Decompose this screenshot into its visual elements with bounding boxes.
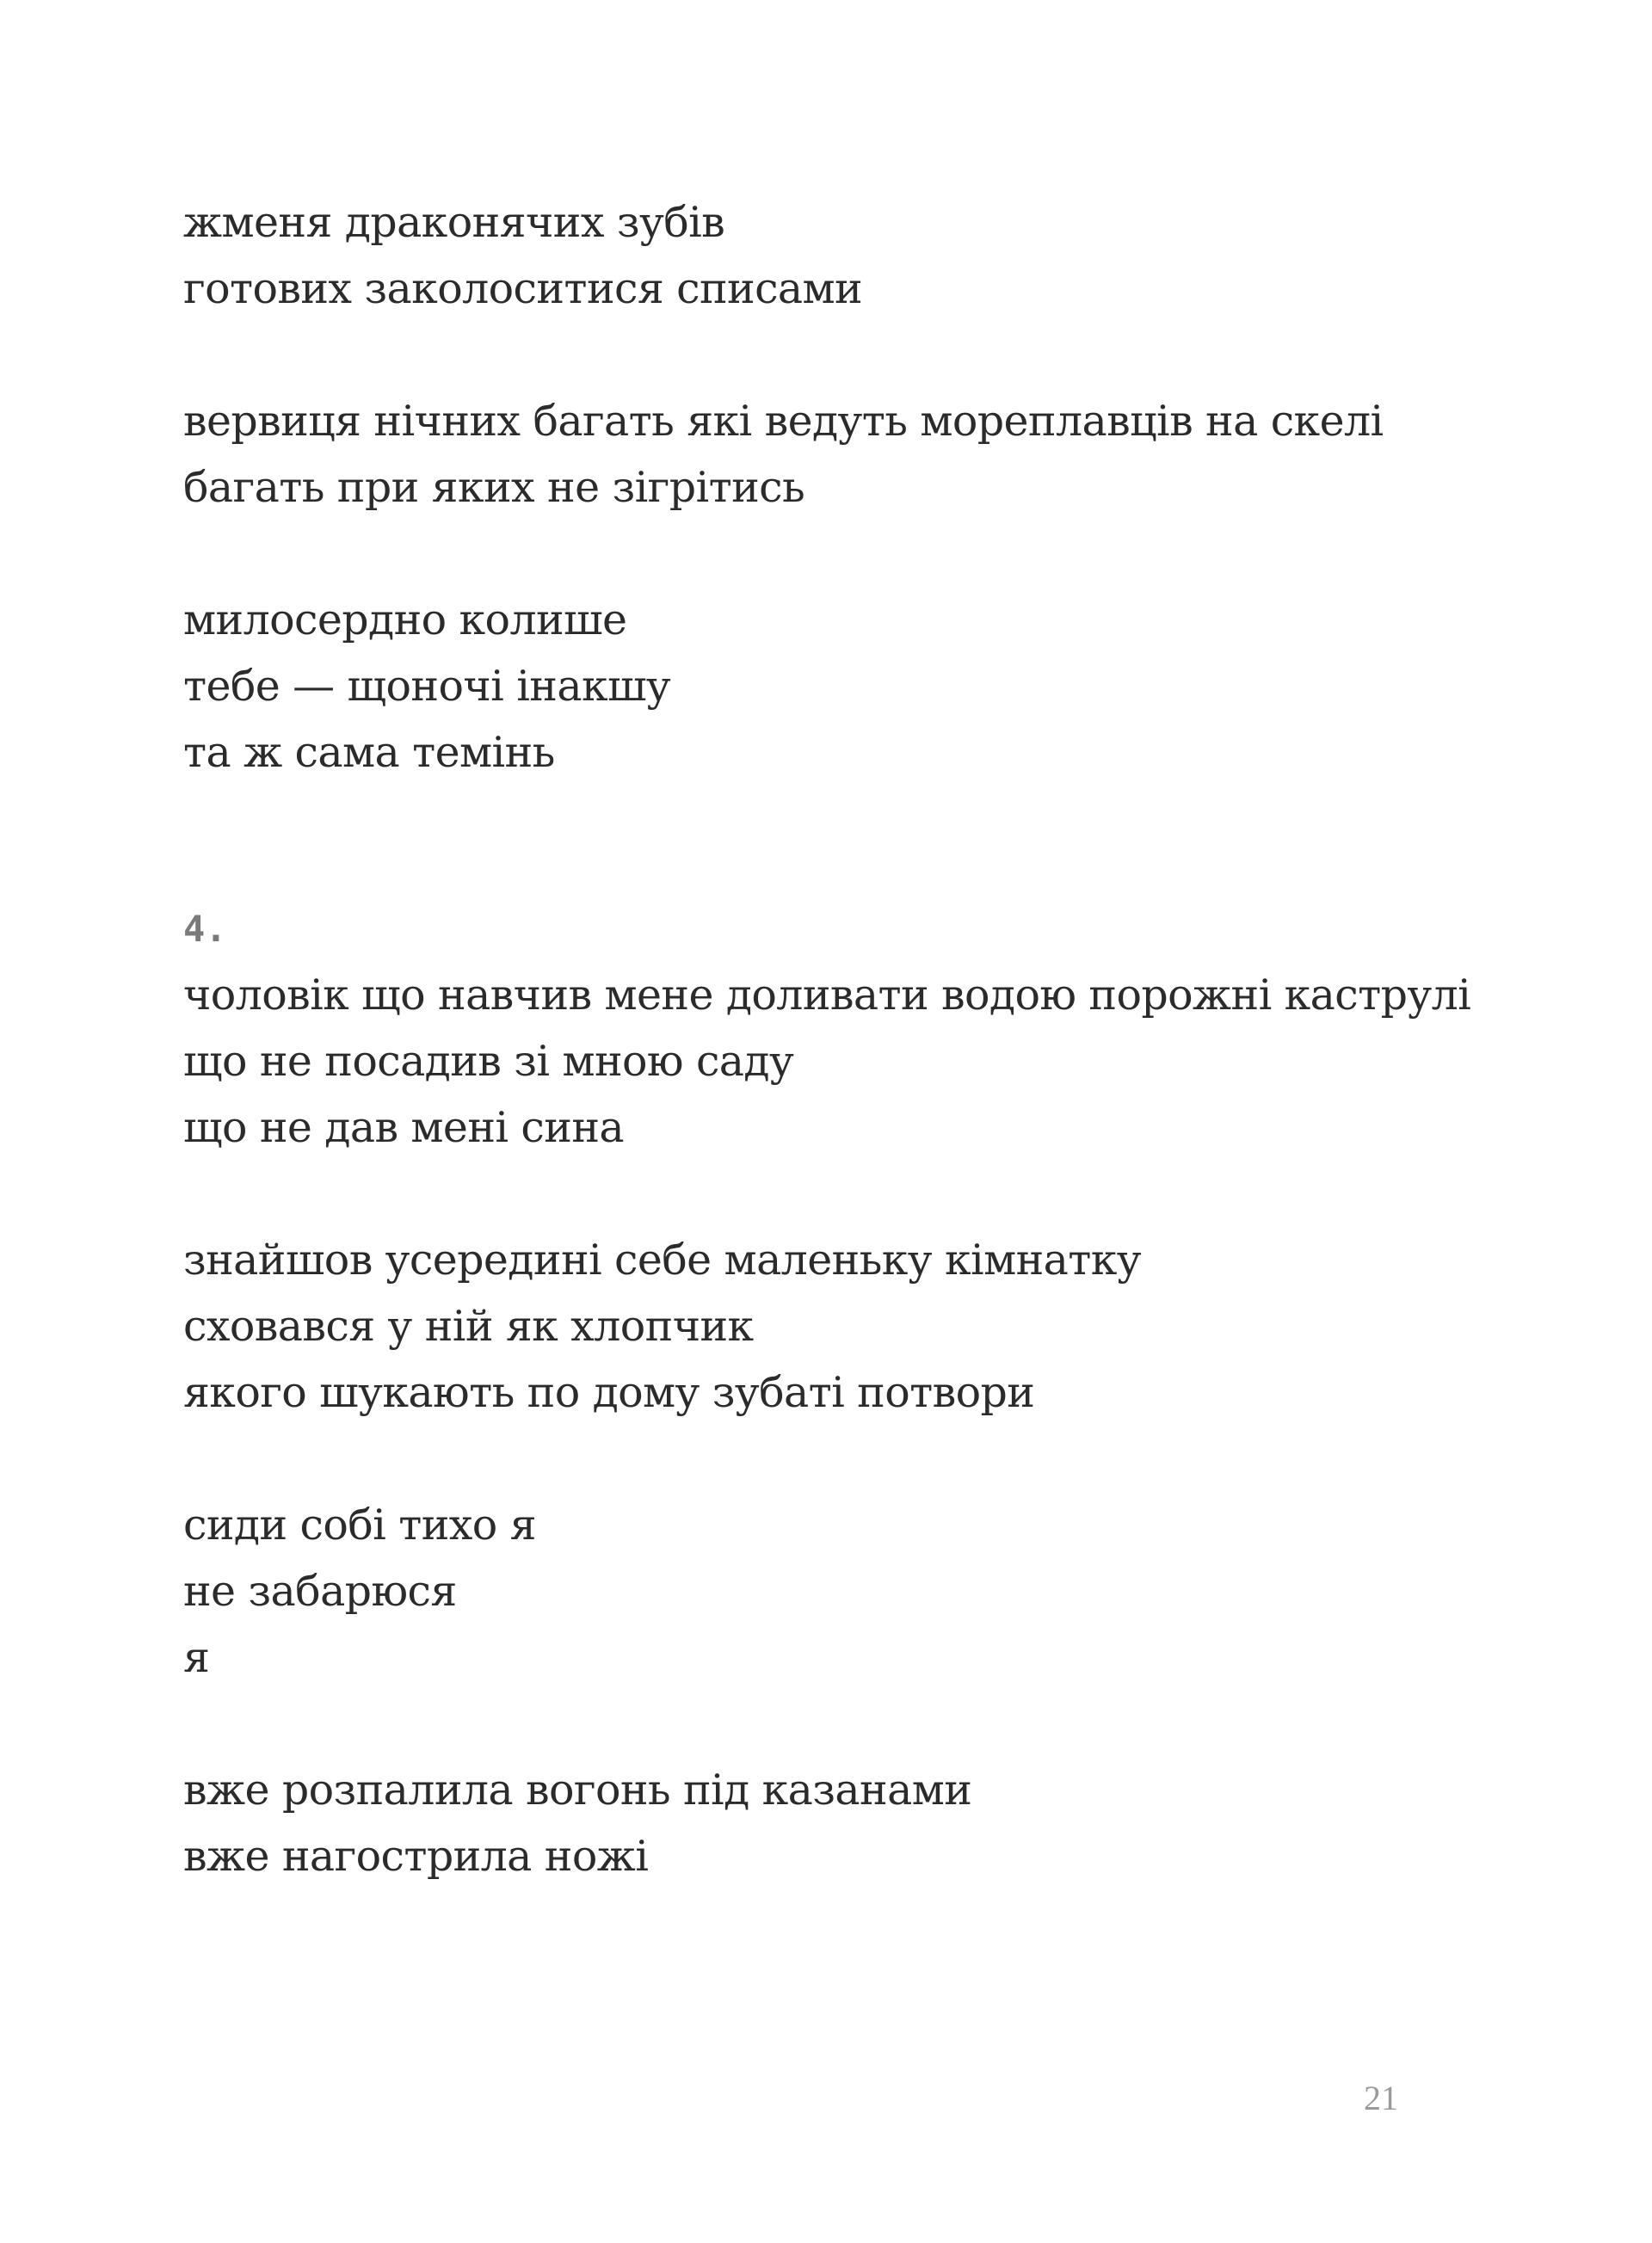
poem-line: вервиця нічних багать які ведуть мореплавців на скелі	[183, 397, 1384, 446]
poem-line: я	[183, 1633, 210, 1682]
poem-line: тебе — щоночі інакшу	[183, 662, 671, 711]
poem-line: не забарюся	[183, 1567, 457, 1616]
poem-line: сиди собі тихо я	[183, 1500, 536, 1550]
stanza-break	[183, 1426, 1560, 1492]
poem-line: що не посадив зі мною саду	[183, 1037, 794, 1086]
poem-line: вже нагострила ножі	[183, 1832, 649, 1881]
poem-line: знайшов усередині себе маленьку кімнатку	[183, 1235, 1142, 1285]
poem-line: та ж сама темінь	[183, 728, 555, 777]
stanza-break	[183, 521, 1560, 587]
poem-line: милосердно колише	[183, 595, 627, 644]
poem-line: сховався у ній як хлопчик	[183, 1302, 754, 1351]
section-break	[183, 786, 1560, 896]
poem-line: багать при яких не зігрітись	[183, 463, 805, 512]
stanza-break	[183, 1691, 1560, 1757]
page-number: 21	[1364, 2079, 1398, 2117]
section-number: 4.	[183, 908, 227, 950]
poem-line: вже розпалила вогонь під казанами	[183, 1765, 972, 1815]
poem-line: чоловік що навчив мене доливати водою порожні каструлі	[183, 971, 1471, 1020]
poem-line: якого шукають по дому зубаті потвори	[183, 1368, 1035, 1417]
stanza-break	[183, 1161, 1560, 1227]
stanza-break	[183, 322, 1560, 388]
poem-line: готових заколоситися списами	[183, 264, 863, 313]
poem-line: що не дав мені сина	[183, 1103, 625, 1152]
poem-text	[183, 189, 1560, 1889]
poem-line: жменя драконячих зубів	[183, 198, 725, 247]
